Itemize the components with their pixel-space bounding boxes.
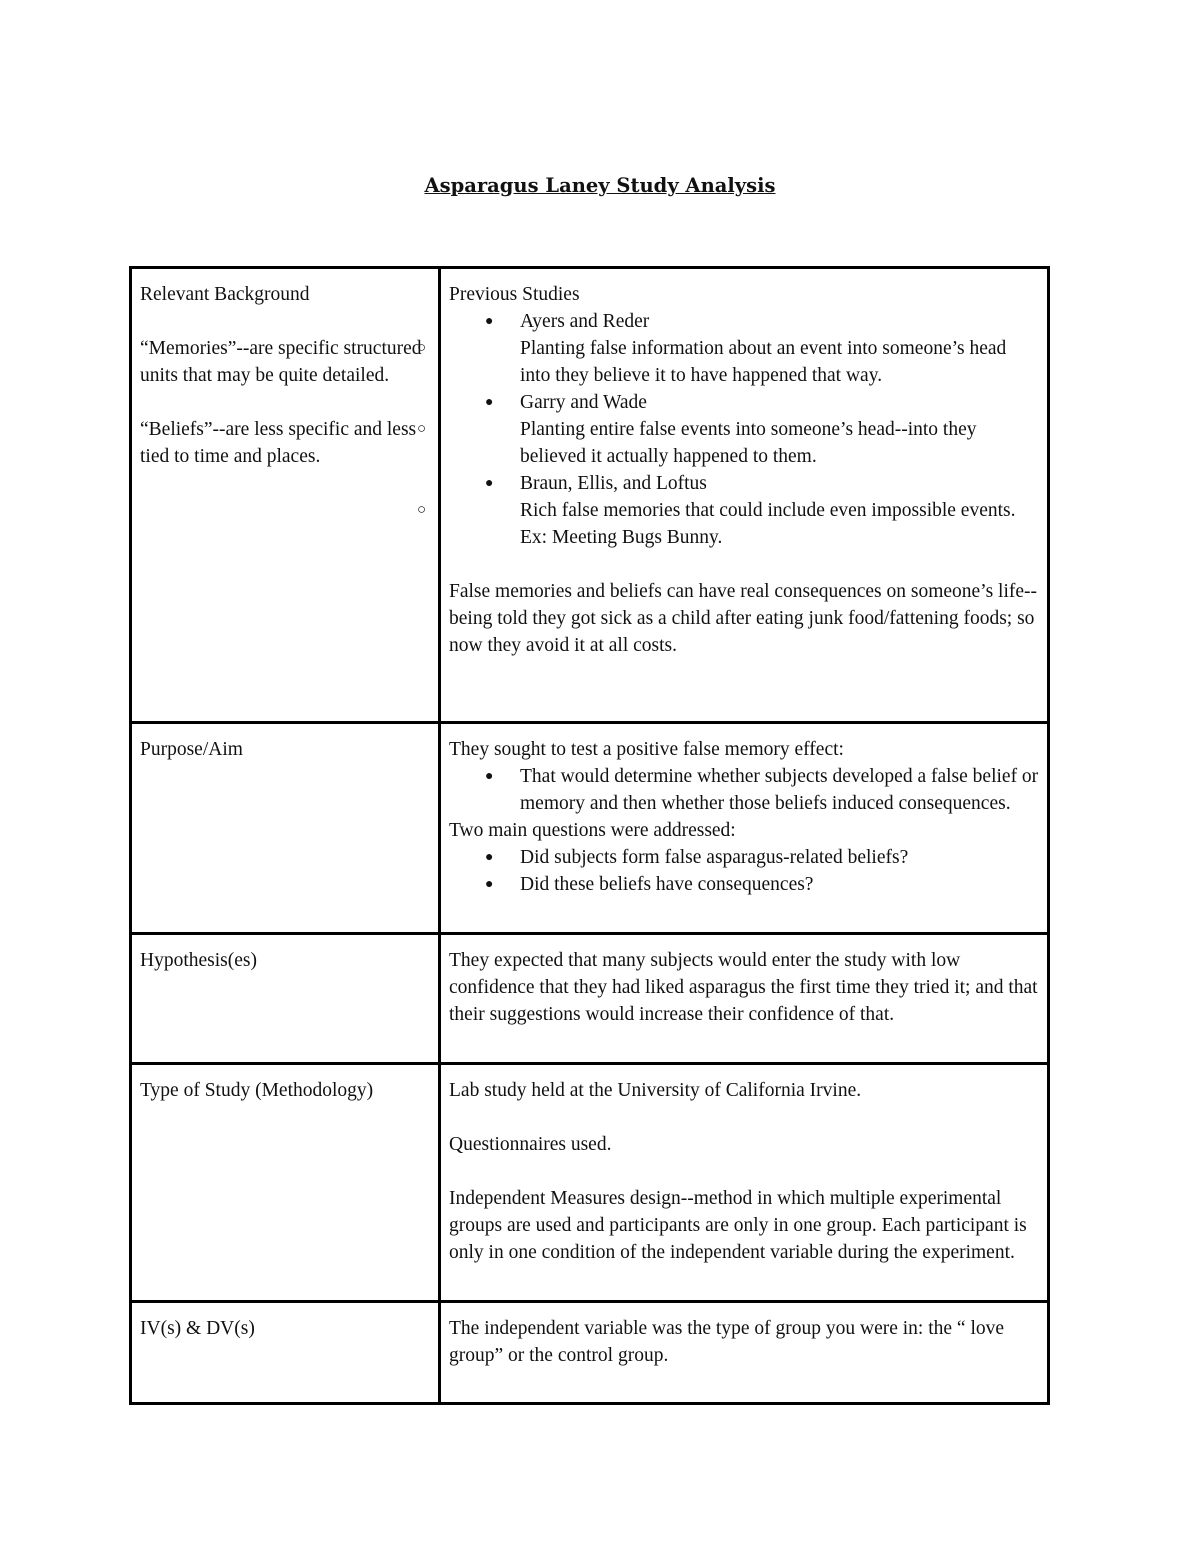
row-label: Purpose/Aim	[140, 739, 243, 760]
purpose-bullets	[449, 763, 1039, 817]
label-cell	[131, 934, 440, 1064]
study-name: ● Garry and Wade	[520, 392, 647, 413]
row-label: IV(s) & DV(s)	[140, 1318, 255, 1339]
value-cell	[440, 268, 1049, 723]
hypothesis-text: They expected that many subjects would enter the study with low confidence that they had liked asparagus the first time they tried it; and that their suggestions would increase their confidence of that.	[449, 950, 1038, 1025]
studies-list	[449, 470, 1039, 497]
list-item	[378, 416, 1039, 470]
table-row-background	[131, 268, 1049, 723]
studies-list	[449, 389, 1039, 416]
study-detail-list	[378, 416, 1039, 470]
memories-definition: “Memories”--are specific structured units that may be quite detailed.	[140, 338, 422, 386]
list-item	[449, 389, 1039, 416]
table-row-hypothesis	[131, 934, 1049, 1064]
list-item	[449, 871, 1039, 898]
list-item	[449, 844, 1039, 871]
value-cell	[440, 1302, 1049, 1404]
value-cell	[440, 1064, 1049, 1302]
studies-list	[449, 308, 1039, 335]
study-name: ● Ayers and Reder	[520, 311, 650, 332]
methodology-paragraph: Lab study held at the University of California Irvine.	[449, 1080, 862, 1101]
table-row-methodology	[131, 1064, 1049, 1302]
list-item	[378, 497, 1039, 551]
variables-text: The independent variable was the type of group you were in: the “ love group” or the control group.	[449, 1318, 1005, 1366]
value-cell	[440, 723, 1049, 934]
questions-intro: Two main questions were addressed:	[449, 820, 736, 841]
study-detail: Rich false memories that could include even impossible events. Ex: Meeting Bugs Bunny.	[520, 500, 1016, 548]
study-detail-list	[378, 335, 1039, 389]
row-label: Hypothesis(es)	[140, 950, 257, 971]
study-detail: Planting false information about an event into someone’s head into they believe it to have happened that way.	[520, 338, 1007, 386]
bullet-text: ● Did subjects form false asparagus-related beliefs?	[520, 847, 909, 868]
list-item	[449, 763, 1039, 817]
bullet-text: ● That would determine whether subjects developed a false belief or memory and then whether those beliefs induced consequences.	[520, 766, 1039, 814]
table-row-purpose	[131, 723, 1049, 934]
list-item	[449, 308, 1039, 335]
beliefs-definition: “Beliefs”--are less specific and less tied to time and places.	[140, 419, 417, 467]
study-detail-list	[378, 497, 1039, 551]
list-item	[378, 335, 1039, 389]
analysis-table	[129, 266, 1050, 1405]
questions-bullets	[449, 844, 1039, 898]
label-cell	[131, 1302, 440, 1404]
page-title: Asparagus Laney Study Analysis	[424, 174, 776, 197]
label-cell	[131, 1064, 440, 1302]
previous-studies-heading: Previous Studies	[449, 284, 580, 305]
bullet-text: ● Did these beliefs have consequences?	[520, 874, 814, 895]
row-label: Relevant Background	[140, 284, 310, 305]
methodology-paragraph: Independent Measures design--method in which multiple experimental groups are used and participants are only in one group. Each participant is only in one condition of the independent variable during the experiment.	[449, 1188, 1027, 1263]
list-item	[449, 470, 1039, 497]
study-name: ● Braun, Ellis, and Loftus	[520, 473, 707, 494]
row-label: Type of Study (Methodology)	[140, 1080, 374, 1101]
value-cell	[440, 934, 1049, 1064]
label-cell	[131, 723, 440, 934]
study-detail: Planting entire false events into someone’s head--into they believed it actually happened to them.	[520, 419, 977, 467]
purpose-intro: They sought to test a positive false memory effect:	[449, 739, 844, 760]
consequences-paragraph: False memories and beliefs can have real consequences on someone’s life--being told they got sick as a child after eating junk food/fattening foods; so now they avoid it at all costs.	[449, 581, 1038, 656]
methodology-paragraph: Questionnaires used.	[449, 1134, 612, 1155]
table-row-variables	[131, 1302, 1049, 1404]
